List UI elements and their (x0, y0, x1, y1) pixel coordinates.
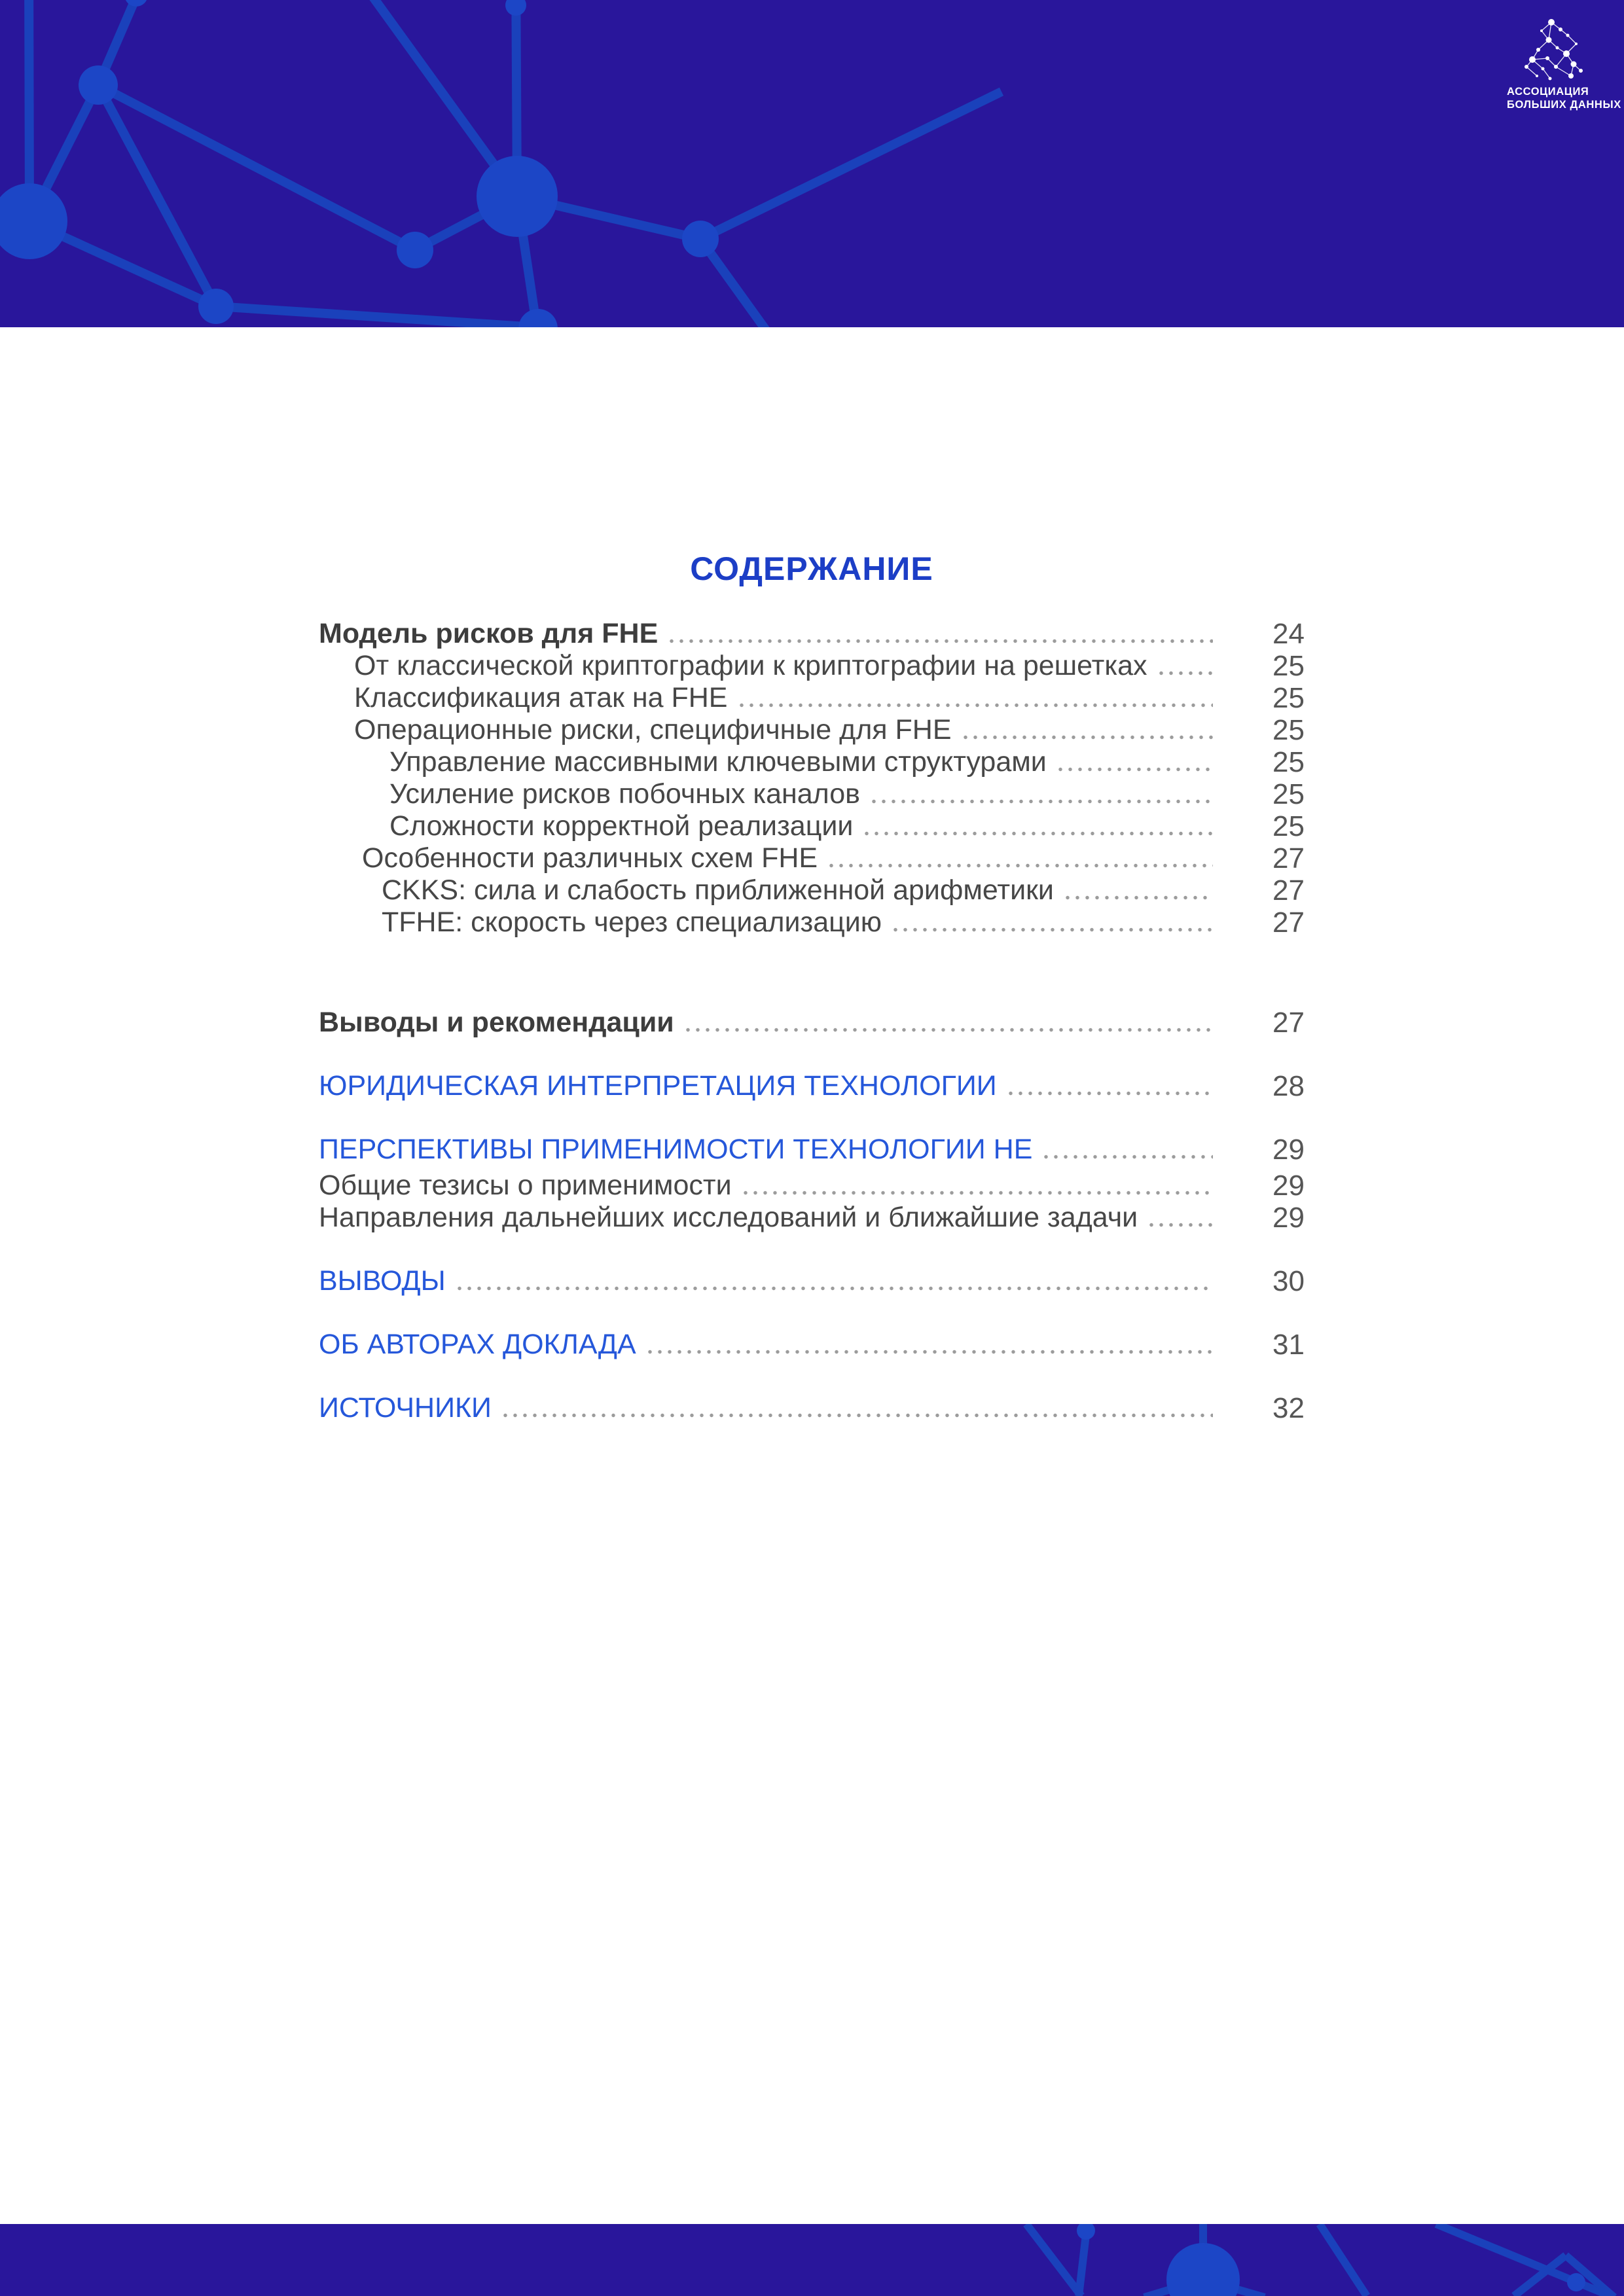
toc-entry[interactable] (319, 1134, 1305, 1166)
toc-entry[interactable] (319, 746, 1305, 778)
toc-entry-page: 25 (1272, 746, 1305, 778)
toc-entry-label: ВЫВОДЫ (319, 1265, 446, 1297)
toc-leader-dots (829, 863, 1213, 868)
toc-entry[interactable] (319, 1329, 1305, 1361)
toc-leader-dots (648, 1350, 1213, 1354)
toc-entry[interactable] (319, 1265, 1305, 1297)
toc-entry[interactable] (319, 682, 1305, 714)
toc-entry-label: ОБ АВТОРАХ ДОКЛАДА (319, 1329, 636, 1360)
toc-entry-page: 27 (1272, 874, 1305, 906)
toc-leader-dots (1159, 671, 1213, 675)
toc-entry[interactable] (319, 618, 1305, 650)
toc-leader-dots (744, 1191, 1213, 1195)
toc-entry-page: 25 (1272, 682, 1305, 714)
toc-leader-dots (872, 799, 1213, 804)
toc-entry-page: 24 (1272, 618, 1305, 650)
toc-entry[interactable] (319, 1170, 1305, 1202)
toc-entry[interactable] (319, 714, 1305, 746)
toc-leader-dots (1044, 1155, 1213, 1159)
toc-leader-dots (458, 1286, 1213, 1291)
toc-leader-dots (1058, 767, 1213, 772)
footer-banner (0, 2224, 1624, 2296)
toc-entry-page: 29 (1272, 1134, 1305, 1166)
table-of-contents (319, 550, 1305, 1424)
toc-entry-label: Модель рисков для FHE (319, 618, 659, 649)
toc-leader-dots (670, 639, 1213, 643)
logo-text-line1: АССОЦИАЦИЯ (1507, 86, 1589, 98)
toc-entry[interactable] (319, 1392, 1305, 1424)
toc-entry-page: 25 (1272, 810, 1305, 842)
toc-entry-label: Усиление рисков побочных каналов (389, 778, 860, 810)
toc-entry-page: 29 (1272, 1170, 1305, 1202)
toc-leader-dots (1066, 895, 1213, 900)
toc-entry-label: Классификация атак на FHE (354, 682, 728, 713)
toc-leader-dots (686, 1028, 1213, 1032)
toc-leader-dots (865, 831, 1213, 836)
toc-entry-label: Выводы и рекомендации (319, 1007, 674, 1038)
toc-entry-page: 29 (1272, 1202, 1305, 1234)
toc-entry-label: Направления дальнейших исследований и ближайшие задачи (319, 1202, 1138, 1233)
footer-network-icon (0, 2224, 1624, 2296)
logo-text-line2: БОЛЬШИХ ДАННЫХ (1507, 99, 1621, 111)
header-banner (0, 0, 1624, 327)
toc-entry-page: 27 (1272, 842, 1305, 874)
toc-entry[interactable] (319, 1007, 1305, 1039)
abd-logo (1503, 17, 1621, 115)
toc-entry-page: 27 (1272, 906, 1305, 939)
toc-entry[interactable] (319, 906, 1305, 939)
toc-entry-label: Сложности корректной реализации (389, 810, 854, 842)
toc-entry-page: 28 (1272, 1070, 1305, 1102)
toc-section (319, 618, 1305, 939)
toc-entry-label: Особенности различных схем FHE (362, 842, 818, 874)
toc-section (319, 1070, 1305, 1102)
toc-entry[interactable] (319, 842, 1305, 874)
toc-leader-dots (1009, 1091, 1213, 1096)
toc-entry-page: 25 (1272, 650, 1305, 682)
toc-entry[interactable] (319, 874, 1305, 906)
toc-section (319, 1329, 1305, 1361)
logo-network-icon (1515, 18, 1593, 86)
toc-entry-label: Управление массивными ключевыми структурами (389, 746, 1047, 778)
toc-entry-page: 32 (1272, 1392, 1305, 1424)
toc-leader-dots (740, 703, 1214, 708)
toc-entry-page: 31 (1272, 1329, 1305, 1361)
toc-entry[interactable] (319, 810, 1305, 842)
toc-leader-dots (964, 735, 1213, 740)
toc-entry-page: 27 (1272, 1007, 1305, 1039)
toc-leader-dots (503, 1413, 1213, 1418)
toc-entry[interactable] (319, 1070, 1305, 1102)
toc-entry-label: ЮРИДИЧЕСКАЯ ИНТЕРПРЕТАЦИЯ ТЕХНОЛОГИИ (319, 1070, 997, 1102)
toc-entry-label: ПЕРСПЕКТИВЫ ПРИМЕНИМОСТИ ТЕХНОЛОГИИ HE (319, 1134, 1033, 1165)
toc-entry-label: От классической криптографии к криптографии на решетках (354, 650, 1147, 681)
toc-entry-label: ИСТОЧНИКИ (319, 1392, 492, 1424)
toc-entry[interactable] (319, 650, 1305, 682)
toc-section (319, 1134, 1305, 1234)
toc-entry[interactable] (319, 1202, 1305, 1234)
toc-section (319, 1392, 1305, 1424)
toc-entry-label: Общие тезисы о применимости (319, 1170, 732, 1201)
toc-list (319, 618, 1305, 1424)
toc-leader-dots (893, 927, 1213, 932)
toc-entry-page: 30 (1272, 1265, 1305, 1297)
toc-entry-page: 25 (1272, 778, 1305, 810)
toc-entry[interactable] (319, 778, 1305, 810)
toc-entry-label: CKKS: сила и слабость приближенной арифметики (382, 874, 1054, 906)
page-title: СОДЕРЖАНИЕ (690, 550, 933, 587)
toc-entry-label: TFHE: скорость через специализацию (382, 906, 882, 938)
toc-leader-dots (1149, 1223, 1213, 1227)
toc-section (319, 1007, 1305, 1039)
header-network-icon (0, 0, 1624, 327)
toc-entry-label: Операционные риски, специфичные для FHE (354, 714, 952, 745)
toc-section (319, 1265, 1305, 1297)
toc-entry-page: 25 (1272, 714, 1305, 746)
